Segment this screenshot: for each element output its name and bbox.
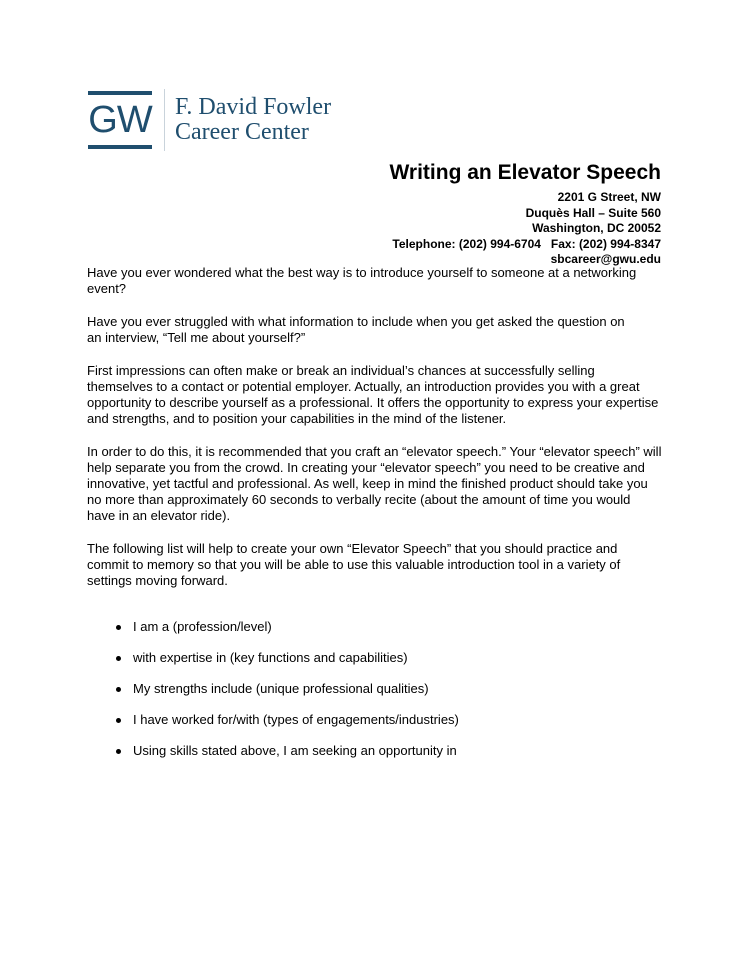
paragraph: In order to do this, it is recommended that you craft an “elevator speech.” Your “elevator speech” will help separate you from the crowd. In creating your “elevator speech” you need to be creative and innovative, yet tactful and professional. As well, keep in mind the finished product should take you no more than approximately 60 seconds to verbally recite (about the amount of time you would have in an elevator ride). xyxy=(87,444,662,523)
bullet-icon xyxy=(116,687,121,692)
paragraph: Have you ever struggled with what information to include when you get asked the question on an interview, “Tell me about yourself?” xyxy=(87,314,625,345)
gw-logo-mark xyxy=(88,91,152,149)
address-line: Duquès Hall – Suite 560 xyxy=(525,205,661,220)
bullet-icon xyxy=(116,718,121,723)
email-line: sbcareer@gwu.edu xyxy=(550,252,661,266)
document-body xyxy=(87,265,667,774)
logo-line-2: Career Center xyxy=(175,119,309,145)
paragraph: The following list will help to create your own “Elevator Speech” that you should practice and commit to memory so that you will be able to use this valuable introduction tool in a variety of settings moving forward. xyxy=(87,541,621,588)
list-item-text: I have worked for/with (types of engagements/industries) xyxy=(133,712,459,727)
bullet-icon xyxy=(116,625,121,630)
list-item xyxy=(87,712,667,728)
paragraph: First impressions can often make or break an individual’s chances at successfully selling themselves to a contact or potential employer. Actually, an introduction provides you with a great opportunity to describe yourself as a professional. It offers the opportunity to express your expertise and strengths, and to position your capabilities in the mind of the listener. xyxy=(87,363,659,426)
bullet-list xyxy=(87,619,667,759)
logo-divider xyxy=(164,89,165,151)
list-item xyxy=(87,619,667,635)
list-item-text: with expertise in (key functions and capabilities) xyxy=(133,650,408,665)
phone-fax-line: Telephone: (202) 994-6704 Fax: (202) 994-8347 xyxy=(392,236,661,251)
list-item-text: Using skills stated above, I am seeking an opportunity in xyxy=(133,743,457,758)
list-item-text: My strengths include (unique professional qualities) xyxy=(133,681,429,696)
career-center-logo xyxy=(88,88,331,152)
list-item xyxy=(87,743,667,759)
bullet-icon xyxy=(116,749,121,754)
document-header xyxy=(389,160,661,268)
list-item xyxy=(87,681,667,697)
gw-letters: GW xyxy=(88,99,152,141)
logo-line-1: F. David Fowler xyxy=(175,94,332,120)
document-title: Writing an Elevator Speech xyxy=(389,161,661,184)
address-line: Washington, DC 20052 xyxy=(532,221,661,235)
list-item xyxy=(87,650,667,666)
list-item-text: I am a (profession/level) xyxy=(133,619,272,634)
paragraph: Have you ever wondered what the best way is to introduce yourself to someone at a networking event? xyxy=(87,265,637,296)
address-line: 2201 G Street, NW xyxy=(557,190,661,204)
bullet-icon xyxy=(116,656,121,661)
